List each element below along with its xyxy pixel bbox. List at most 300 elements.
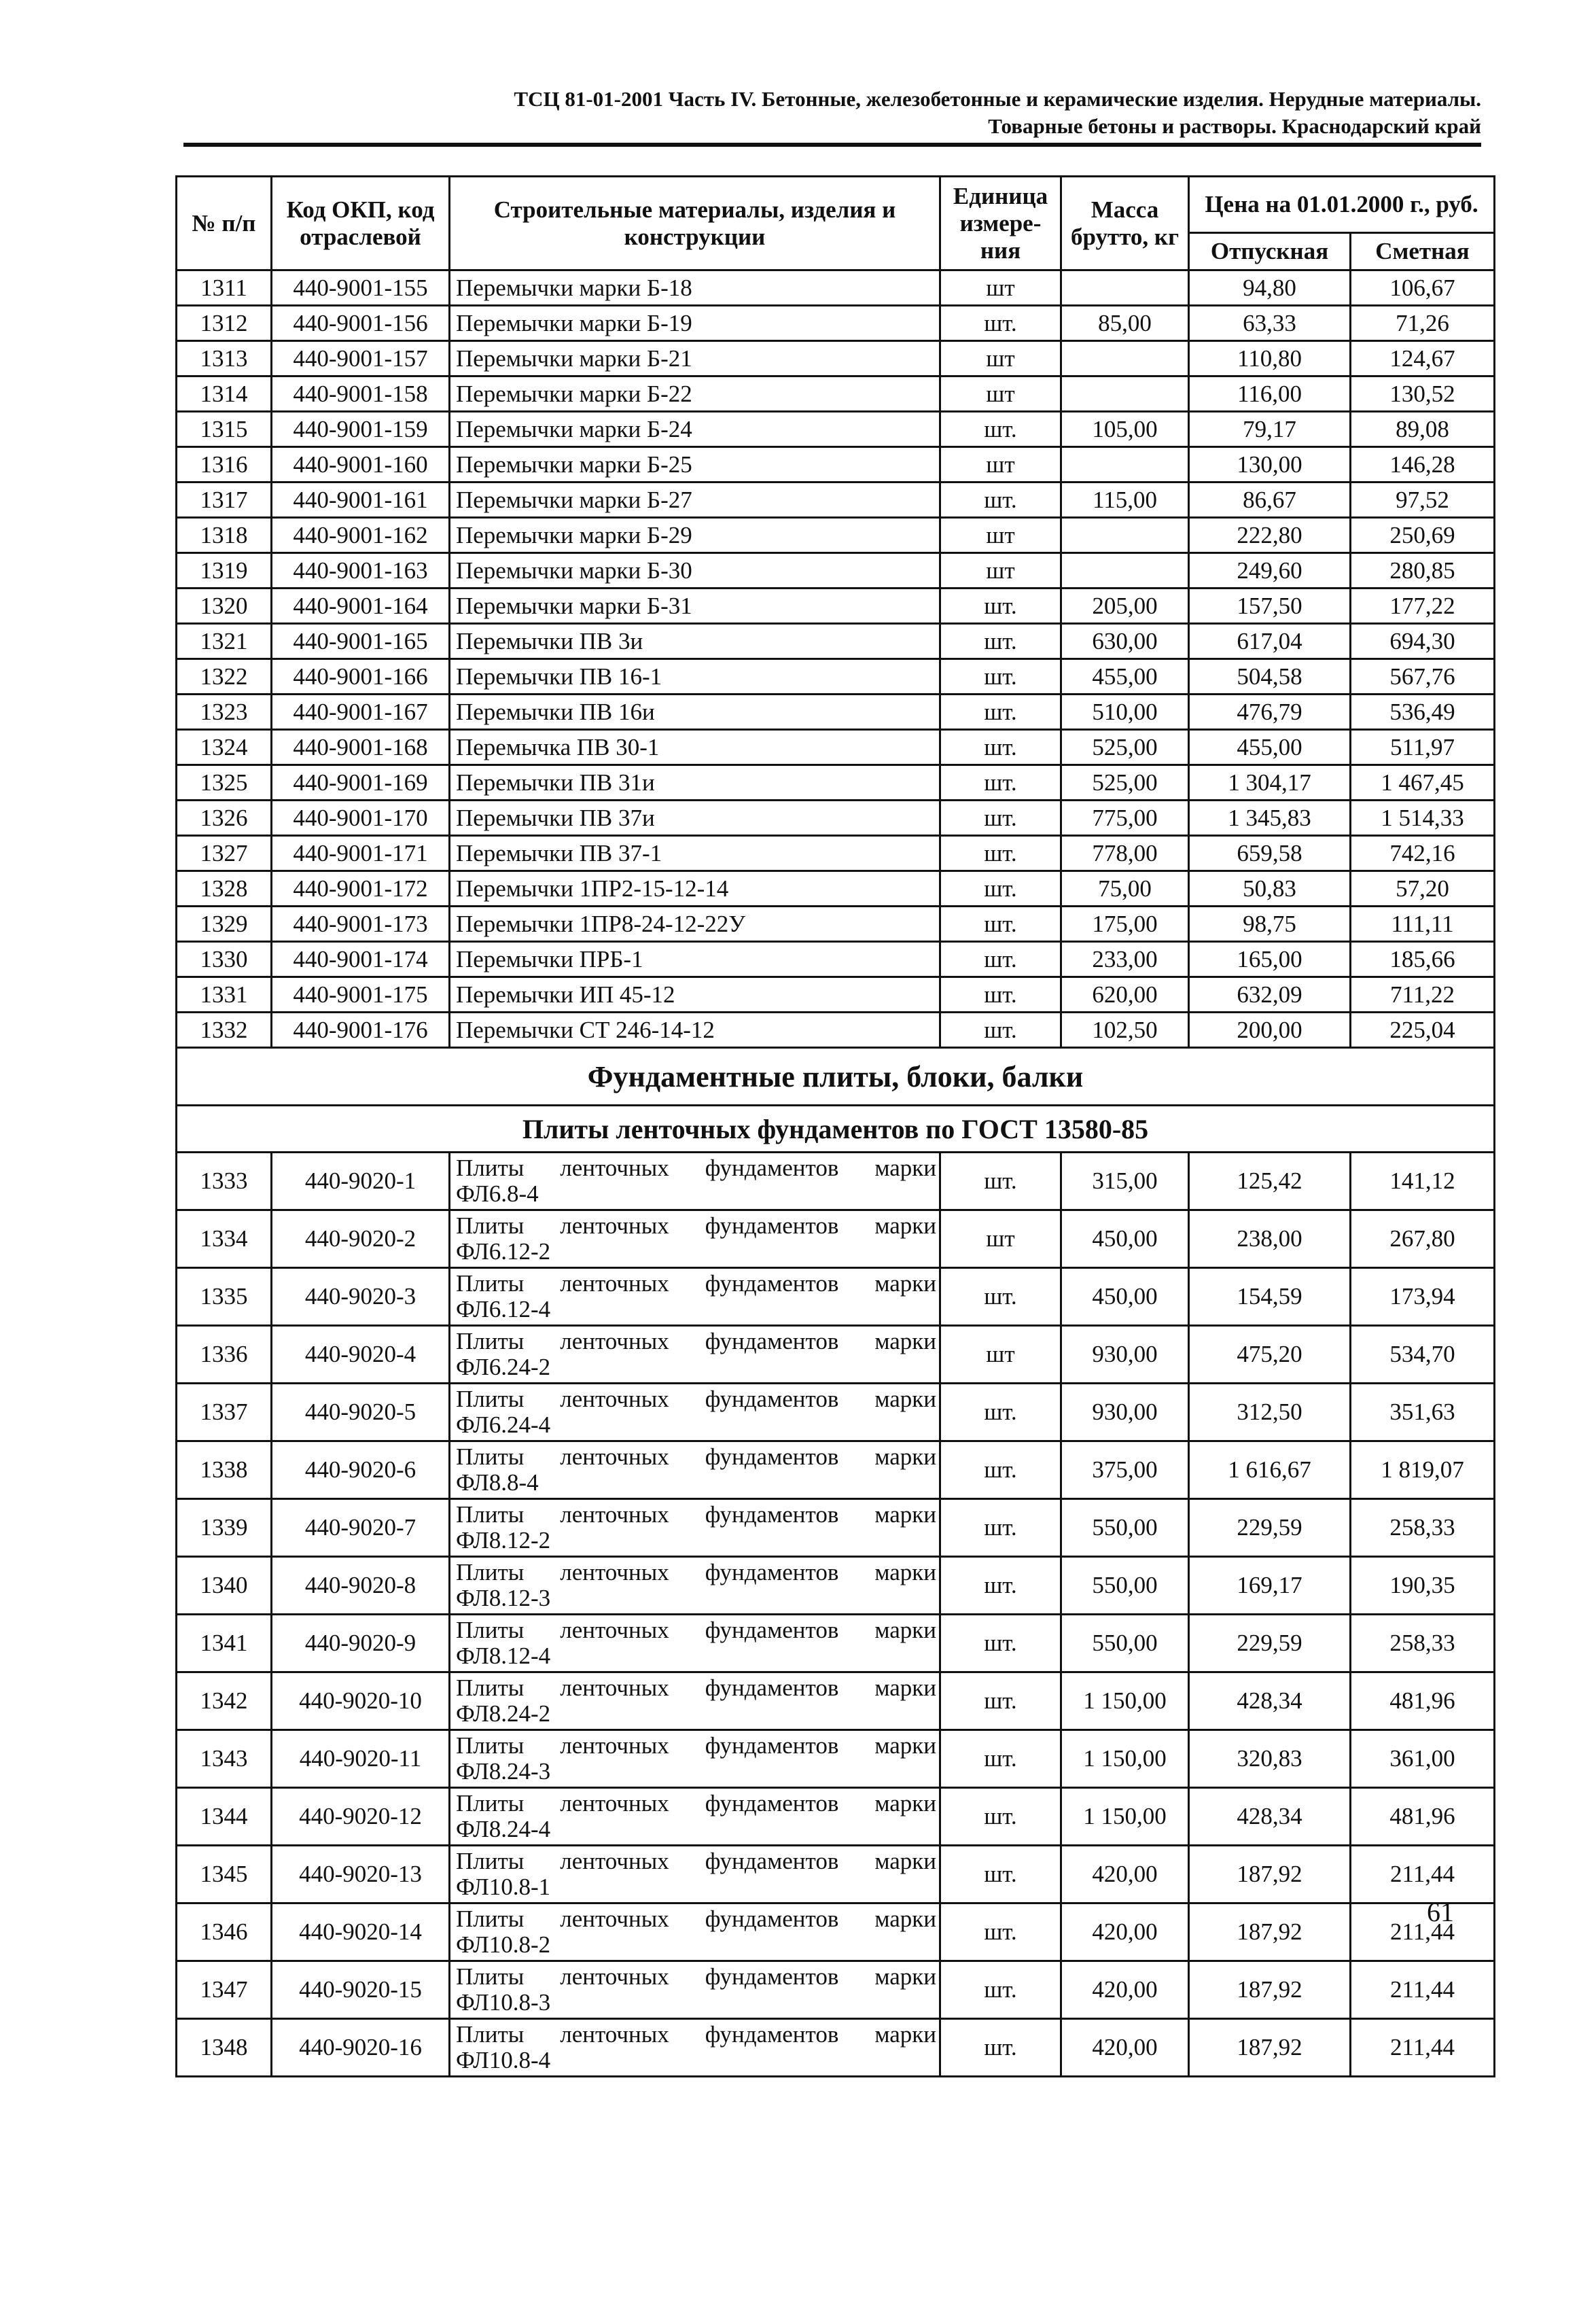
release-price: 110,80 [1189, 341, 1351, 376]
material-name: Перемычки ПВ 16-1 [450, 659, 940, 695]
okp-code: 440-9020-10 [272, 1672, 450, 1730]
material-name: Перемычки ПВ 37-1 [450, 836, 940, 871]
row-number: 1338 [177, 1441, 272, 1499]
row-number: 1326 [177, 801, 272, 836]
material-name-line-1: Плиты ленточных фундаментов марки [456, 1155, 936, 1181]
unit: шт [940, 1326, 1061, 1384]
gross-mass: 550,00 [1061, 1499, 1189, 1557]
material-name: Перемычки ПВ 3и [450, 624, 940, 659]
unit: шт. [940, 1268, 1061, 1326]
material-name: Перемычки 1ПР2-15-12-14 [450, 871, 940, 907]
material-name-line-1: Плиты ленточных фундаментов марки [456, 1617, 936, 1643]
table-row [177, 2019, 1495, 2077]
material-name [450, 1730, 940, 1788]
release-price: 632,09 [1189, 977, 1351, 1013]
row-number: 1322 [177, 659, 272, 695]
gross-mass: 375,00 [1061, 1441, 1189, 1499]
row-number: 1341 [177, 1615, 272, 1672]
table-row [177, 659, 1495, 695]
table-row [177, 942, 1495, 977]
table-row [177, 836, 1495, 871]
col-estimate-header: Сметная [1351, 233, 1495, 270]
okp-code: 440-9001-161 [272, 482, 450, 518]
estimate-price: 177,22 [1351, 589, 1495, 624]
okp-code: 440-9001-171 [272, 836, 450, 871]
release-price: 476,79 [1189, 695, 1351, 730]
okp-code: 440-9001-163 [272, 553, 450, 589]
header-line-1: ТСЦ 81-01-2001 Часть IV. Бетонные, железобетонные и керамические изделия. Нерудные материалы. [514, 87, 1481, 111]
gross-mass: 455,00 [1061, 659, 1189, 695]
gross-mass [1061, 553, 1189, 589]
gross-mass: 315,00 [1061, 1153, 1189, 1210]
section-title: Фундаментные плиты, блоки, балки [177, 1048, 1495, 1106]
unit: шт. [940, 1153, 1061, 1210]
release-price: 116,00 [1189, 376, 1351, 412]
release-price: 1 345,83 [1189, 801, 1351, 836]
unit: шт. [940, 801, 1061, 836]
gross-mass: 420,00 [1061, 1961, 1189, 2019]
gross-mass: 510,00 [1061, 695, 1189, 730]
material-name [450, 1788, 940, 1846]
material-name-line-1: Плиты ленточных фундаментов марки [456, 1328, 936, 1354]
estimate-price: 211,44 [1351, 1846, 1495, 1903]
material-name-line-1: Плиты ленточных фундаментов марки [456, 1674, 936, 1701]
unit: шт. [940, 871, 1061, 907]
estimate-price: 71,26 [1351, 306, 1495, 341]
estimate-price: 225,04 [1351, 1013, 1495, 1048]
row-number: 1314 [177, 376, 272, 412]
col-unit-header: Единица измере-ния [940, 177, 1061, 270]
material-name [450, 1210, 940, 1268]
material-name-line-1: Плиты ленточных фундаментов марки [456, 2021, 936, 2048]
material-name: Перемычки марки Б-21 [450, 341, 940, 376]
page-header [183, 86, 1481, 140]
header-line-2: Товарные бетоны и растворы. Краснодарский край [988, 114, 1481, 138]
row-number: 1325 [177, 765, 272, 801]
material-name: Перемычки ПВ 16и [450, 695, 940, 730]
release-price: 312,50 [1189, 1384, 1351, 1441]
okp-code: 440-9020-2 [272, 1210, 450, 1268]
row-number: 1345 [177, 1846, 272, 1903]
estimate-price: 1 467,45 [1351, 765, 1495, 801]
row-number: 1330 [177, 942, 272, 977]
okp-code: 440-9020-8 [272, 1557, 450, 1615]
unit: шт. [940, 589, 1061, 624]
unit: шт. [940, 695, 1061, 730]
material-name-line-2: ФЛ8.24-2 [456, 1700, 551, 1727]
row-number: 1331 [177, 977, 272, 1013]
material-name-line-2: ФЛ8.12-2 [456, 1527, 551, 1554]
row-number: 1332 [177, 1013, 272, 1048]
okp-code: 440-9020-1 [272, 1153, 450, 1210]
table-row [177, 907, 1495, 942]
gross-mass: 450,00 [1061, 1268, 1189, 1326]
unit: шт. [940, 1013, 1061, 1048]
material-name [450, 1672, 940, 1730]
unit: шт. [940, 1441, 1061, 1499]
release-price: 229,59 [1189, 1615, 1351, 1672]
row-number: 1335 [177, 1268, 272, 1326]
gross-mass: 233,00 [1061, 942, 1189, 977]
table-body-lintels [177, 270, 1495, 1048]
okp-code: 440-9020-13 [272, 1846, 450, 1903]
estimate-price: 567,76 [1351, 659, 1495, 695]
col-num-header: № п/п [177, 177, 272, 270]
estimate-price: 1 819,07 [1351, 1441, 1495, 1499]
release-price: 428,34 [1189, 1788, 1351, 1846]
table-row [177, 412, 1495, 447]
estimate-price: 111,11 [1351, 907, 1495, 942]
estimate-price: 694,30 [1351, 624, 1495, 659]
material-name-line-1: Плиты ленточных фундаментов марки [456, 1963, 936, 1990]
estimate-price: 351,63 [1351, 1384, 1495, 1441]
unit: шт [940, 553, 1061, 589]
material-name-line-1: Плиты ленточных фундаментов марки [456, 1906, 936, 1932]
release-price: 79,17 [1189, 412, 1351, 447]
gross-mass: 75,00 [1061, 871, 1189, 907]
release-price: 200,00 [1189, 1013, 1351, 1048]
table-row [177, 730, 1495, 765]
table-row [177, 1903, 1495, 1961]
table-row [177, 1268, 1495, 1326]
release-price: 157,50 [1189, 589, 1351, 624]
release-price: 169,17 [1189, 1557, 1351, 1615]
col-price-header: Отпускная [1189, 233, 1351, 270]
row-number: 1313 [177, 341, 272, 376]
unit: шт. [940, 907, 1061, 942]
estimate-price: 258,33 [1351, 1499, 1495, 1557]
header-rule [183, 143, 1481, 147]
material-name: Перемычки ПРБ-1 [450, 942, 940, 977]
table-row [177, 1153, 1495, 1210]
material-name: Перемычки марки Б-18 [450, 270, 940, 306]
material-name-line-2: ФЛ10.8-4 [456, 2047, 551, 2073]
row-number: 1344 [177, 1788, 272, 1846]
unit: шт. [940, 659, 1061, 695]
release-price: 187,92 [1189, 1846, 1351, 1903]
unit: шт. [940, 1903, 1061, 1961]
unit: шт. [940, 977, 1061, 1013]
estimate-price: 141,12 [1351, 1153, 1495, 1210]
row-number: 1316 [177, 447, 272, 482]
table-body-foundation-slabs [177, 1153, 1495, 2077]
row-number: 1324 [177, 730, 272, 765]
table-row [177, 1499, 1495, 1557]
gross-mass [1061, 341, 1189, 376]
release-price: 187,92 [1189, 2019, 1351, 2077]
col-code-header: Код ОКП, код отраслевой [272, 177, 450, 270]
material-name [450, 1326, 940, 1384]
table-row [177, 341, 1495, 376]
unit: шт [940, 1210, 1061, 1268]
material-name-line-2: ФЛ6.24-4 [456, 1411, 551, 1438]
release-price: 504,58 [1189, 659, 1351, 695]
table-row [177, 1961, 1495, 2019]
unit: шт. [940, 1672, 1061, 1730]
okp-code: 440-9001-175 [272, 977, 450, 1013]
release-price: 187,92 [1189, 1903, 1351, 1961]
gross-mass [1061, 518, 1189, 553]
release-price: 125,42 [1189, 1153, 1351, 1210]
release-price: 475,20 [1189, 1326, 1351, 1384]
material-name [450, 2019, 940, 2077]
release-price: 94,80 [1189, 270, 1351, 306]
subsection-title: Плиты ленточных фундаментов по ГОСТ 13580-85 [177, 1106, 1495, 1153]
table-row [177, 624, 1495, 659]
row-number: 1311 [177, 270, 272, 306]
row-number: 1343 [177, 1730, 272, 1788]
okp-code: 440-9001-159 [272, 412, 450, 447]
release-price: 165,00 [1189, 942, 1351, 977]
gross-mass [1061, 270, 1189, 306]
release-price: 1 304,17 [1189, 765, 1351, 801]
estimate-price: 146,28 [1351, 447, 1495, 482]
table-row [177, 1730, 1495, 1788]
okp-code: 440-9001-156 [272, 306, 450, 341]
unit: шт. [940, 730, 1061, 765]
estimate-price: 190,35 [1351, 1557, 1495, 1615]
material-name-line-2: ФЛ8.24-4 [456, 1816, 551, 1842]
col-price-group-header: Цена на 01.01.2000 г., руб. [1189, 177, 1495, 233]
gross-mass: 1 150,00 [1061, 1672, 1189, 1730]
okp-code: 440-9001-168 [272, 730, 450, 765]
okp-code: 440-9020-12 [272, 1788, 450, 1846]
material-name: Перемычки ИП 45-12 [450, 977, 940, 1013]
estimate-price: 185,66 [1351, 942, 1495, 977]
material-name: Перемычки марки Б-31 [450, 589, 940, 624]
material-name-line-1: Плиты ленточных фундаментов марки [456, 1559, 936, 1585]
row-number: 1319 [177, 553, 272, 589]
estimate-price: 481,96 [1351, 1672, 1495, 1730]
unit: шт. [940, 836, 1061, 871]
material-name-line-2: ФЛ10.8-3 [456, 1989, 551, 2016]
row-number: 1342 [177, 1672, 272, 1730]
gross-mass: 420,00 [1061, 2019, 1189, 2077]
okp-code: 440-9001-164 [272, 589, 450, 624]
estimate-price: 511,97 [1351, 730, 1495, 765]
row-number: 1321 [177, 624, 272, 659]
unit: шт. [940, 306, 1061, 341]
material-name [450, 1441, 940, 1499]
page-number: 61 [1427, 1897, 1454, 1927]
estimate-price: 280,85 [1351, 553, 1495, 589]
gross-mass: 550,00 [1061, 1615, 1189, 1672]
okp-code: 440-9020-9 [272, 1615, 450, 1672]
material-name [450, 1557, 940, 1615]
release-price: 187,92 [1189, 1961, 1351, 2019]
okp-code: 440-9001-173 [272, 907, 450, 942]
material-name-line-2: ФЛ6.8-4 [456, 1180, 539, 1207]
release-price: 617,04 [1189, 624, 1351, 659]
release-price: 229,59 [1189, 1499, 1351, 1557]
okp-code: 440-9020-15 [272, 1961, 450, 2019]
material-name-line-1: Плиты ленточных фундаментов марки [456, 1790, 936, 1817]
table-row [177, 1846, 1495, 1903]
gross-mass: 420,00 [1061, 1846, 1189, 1903]
material-name-line-1: Плиты ленточных фундаментов марки [456, 1443, 936, 1470]
unit: шт [940, 270, 1061, 306]
table-row [177, 1788, 1495, 1846]
material-name: Перемычки ПВ 31и [450, 765, 940, 801]
estimate-price: 173,94 [1351, 1268, 1495, 1326]
okp-code: 440-9001-170 [272, 801, 450, 836]
material-name-line-1: Плиты ленточных фундаментов марки [456, 1212, 936, 1239]
gross-mass [1061, 376, 1189, 412]
gross-mass: 525,00 [1061, 765, 1189, 801]
row-number: 1328 [177, 871, 272, 907]
unit: шт. [940, 412, 1061, 447]
gross-mass: 778,00 [1061, 836, 1189, 871]
estimate-price: 1 514,33 [1351, 801, 1495, 836]
material-name-line-2: ФЛ8.12-3 [456, 1585, 551, 1611]
table-row [177, 482, 1495, 518]
row-number: 1320 [177, 589, 272, 624]
col-mass-header: Масса брутто, кг [1061, 177, 1189, 270]
table-row [177, 518, 1495, 553]
release-price: 63,33 [1189, 306, 1351, 341]
release-price: 455,00 [1189, 730, 1351, 765]
price-table [175, 175, 1495, 2077]
unit: шт. [940, 1499, 1061, 1557]
gross-mass: 175,00 [1061, 907, 1189, 942]
material-name [450, 1499, 940, 1557]
okp-code: 440-9020-7 [272, 1499, 450, 1557]
okp-code: 440-9020-4 [272, 1326, 450, 1384]
col-name-header: Строительные материалы, изделия и конструкции [450, 177, 940, 270]
material-name: Перемычки марки Б-29 [450, 518, 940, 553]
release-price: 130,00 [1189, 447, 1351, 482]
material-name: Перемычки 1ПР8-24-12-22У [450, 907, 940, 942]
table-row [177, 977, 1495, 1013]
estimate-price: 481,96 [1351, 1788, 1495, 1846]
material-name: Перемычки марки Б-22 [450, 376, 940, 412]
material-name [450, 1961, 940, 2019]
material-name: Перемычки марки Б-30 [450, 553, 940, 589]
release-price: 659,58 [1189, 836, 1351, 871]
material-name: Перемычка ПВ 30-1 [450, 730, 940, 765]
material-name-line-1: Плиты ленточных фундаментов марки [456, 1386, 936, 1412]
unit: шт. [940, 2019, 1061, 2077]
okp-code: 440-9001-172 [272, 871, 450, 907]
okp-code: 440-9001-167 [272, 695, 450, 730]
material-name: Перемычки СТ 246-14-12 [450, 1013, 940, 1048]
material-name [450, 1615, 940, 1672]
row-number: 1312 [177, 306, 272, 341]
row-number: 1323 [177, 695, 272, 730]
row-number: 1318 [177, 518, 272, 553]
estimate-price: 124,67 [1351, 341, 1495, 376]
unit: шт. [940, 624, 1061, 659]
estimate-price: 211,44 [1351, 2019, 1495, 2077]
table-row [177, 1615, 1495, 1672]
material-name: Перемычки марки Б-19 [450, 306, 940, 341]
row-number: 1315 [177, 412, 272, 447]
release-price: 154,59 [1189, 1268, 1351, 1326]
row-number: 1348 [177, 2019, 272, 2077]
okp-code: 440-9001-176 [272, 1013, 450, 1048]
unit: шт. [940, 1961, 1061, 2019]
estimate-price: 534,70 [1351, 1326, 1495, 1384]
material-name: Перемычки марки Б-25 [450, 447, 940, 482]
material-name: Перемычки ПВ 37и [450, 801, 940, 836]
unit: шт. [940, 942, 1061, 977]
okp-code: 440-9020-16 [272, 2019, 450, 2077]
table-row [177, 447, 1495, 482]
material-name-line-1: Плиты ленточных фундаментов марки [456, 1848, 936, 1874]
table-row [177, 1384, 1495, 1441]
gross-mass: 102,50 [1061, 1013, 1189, 1048]
release-price: 98,75 [1189, 907, 1351, 942]
unit: шт. [940, 1384, 1061, 1441]
estimate-price: 106,67 [1351, 270, 1495, 306]
okp-code: 440-9001-155 [272, 270, 450, 306]
release-price: 320,83 [1189, 1730, 1351, 1788]
estimate-price: 742,16 [1351, 836, 1495, 871]
release-price: 249,60 [1189, 553, 1351, 589]
gross-mass [1061, 447, 1189, 482]
gross-mass: 450,00 [1061, 1210, 1189, 1268]
row-number: 1317 [177, 482, 272, 518]
okp-code: 440-9001-158 [272, 376, 450, 412]
gross-mass: 420,00 [1061, 1903, 1189, 1961]
gross-mass: 620,00 [1061, 977, 1189, 1013]
estimate-price: 267,80 [1351, 1210, 1495, 1268]
unit: шт. [940, 765, 1061, 801]
table-row [177, 1210, 1495, 1268]
unit: шт [940, 518, 1061, 553]
gross-mass: 525,00 [1061, 730, 1189, 765]
table-row [177, 1013, 1495, 1048]
unit: шт [940, 376, 1061, 412]
table-row [177, 1557, 1495, 1615]
row-number: 1339 [177, 1499, 272, 1557]
unit: шт. [940, 482, 1061, 518]
okp-code: 440-9020-14 [272, 1903, 450, 1961]
unit: шт [940, 341, 1061, 376]
estimate-price: 711,22 [1351, 977, 1495, 1013]
table-row [177, 1672, 1495, 1730]
gross-mass: 930,00 [1061, 1384, 1189, 1441]
row-number: 1329 [177, 907, 272, 942]
table-row [177, 553, 1495, 589]
unit: шт. [940, 1557, 1061, 1615]
material-name [450, 1268, 940, 1326]
material-name-line-2: ФЛ6.12-4 [456, 1296, 551, 1322]
estimate-price: 57,20 [1351, 871, 1495, 907]
release-price: 222,80 [1189, 518, 1351, 553]
estimate-price: 250,69 [1351, 518, 1495, 553]
gross-mass: 115,00 [1061, 482, 1189, 518]
gross-mass: 930,00 [1061, 1326, 1189, 1384]
table-row [177, 871, 1495, 907]
release-price: 428,34 [1189, 1672, 1351, 1730]
estimate-price: 130,52 [1351, 376, 1495, 412]
material-name-line-2: ФЛ6.24-2 [456, 1354, 551, 1380]
unit: шт. [940, 1788, 1061, 1846]
okp-code: 440-9020-3 [272, 1268, 450, 1326]
table-row [177, 376, 1495, 412]
okp-code: 440-9001-166 [272, 659, 450, 695]
row-number: 1336 [177, 1326, 272, 1384]
okp-code: 440-9001-169 [272, 765, 450, 801]
material-name-line-1: Плиты ленточных фундаментов марки [456, 1501, 936, 1528]
gross-mass: 205,00 [1061, 589, 1189, 624]
okp-code: 440-9020-11 [272, 1730, 450, 1788]
estimate-price: 211,44 [1351, 1961, 1495, 2019]
okp-code: 440-9001-160 [272, 447, 450, 482]
gross-mass: 1 150,00 [1061, 1788, 1189, 1846]
estimate-price: 97,52 [1351, 482, 1495, 518]
